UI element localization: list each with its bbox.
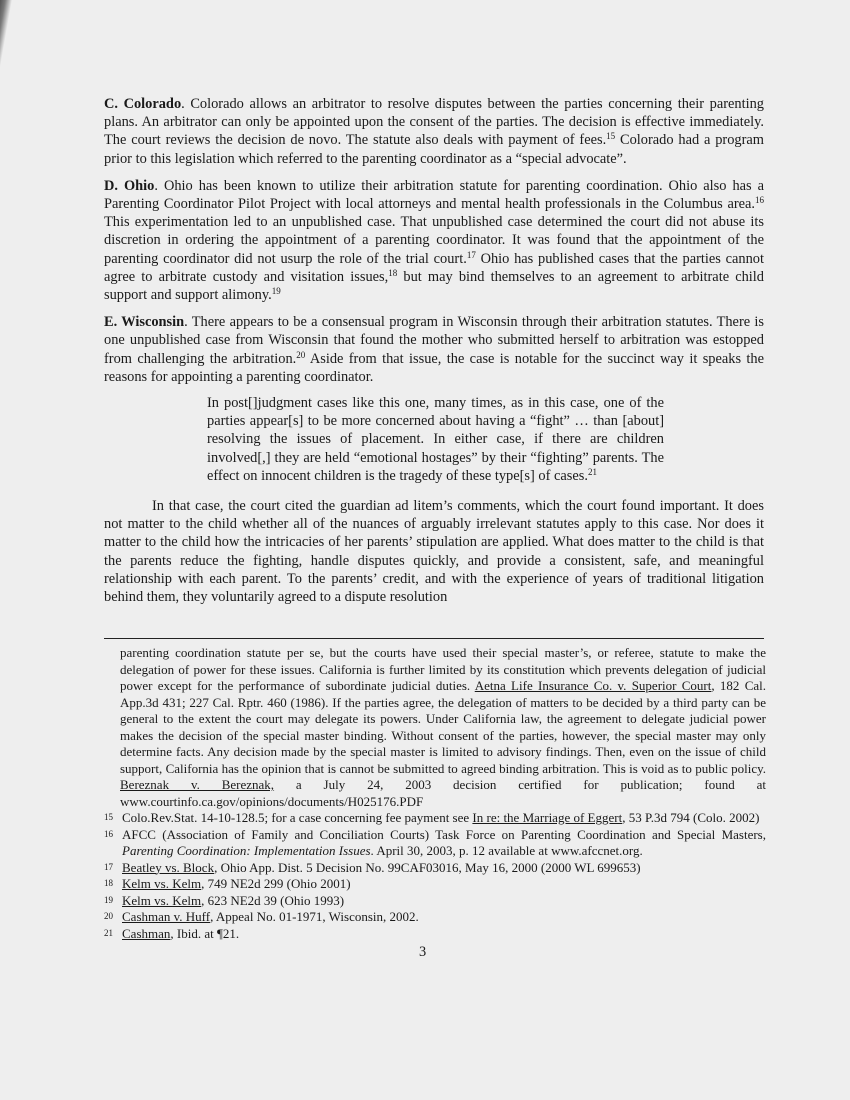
footnote-ref: 19 <box>271 286 281 297</box>
footnote-21: 21 Cashman, Ibid. at ¶21. <box>104 925 240 941</box>
footnotes <box>104 645 766 942</box>
footnote-18: 18 Kelm vs. Kelm, 749 NE2d 299 (Ohio 2001) <box>104 876 351 891</box>
page-edge-shadow <box>0 0 60 150</box>
footnote-ref: 21 <box>587 466 597 477</box>
footnote-ref: 15 <box>606 131 616 142</box>
page-number: 3 <box>419 944 427 960</box>
closing-paragraph: In that case, the court cited the guardian ad litem’s comments, which the court found important. It does not matter to the child whether all of the nuances of arguably irrelevant statutes apply to this case. Nor does it matter to the child how the intricacies of her parents’ stipulation are applied. What does matter to the child is that the parents reduce the fighting, handle disputes quickly, and provide a consistent, safe, and meaningful relationship with each parent. To the parents’ credit, and with the experience of years of traditional litigation behind them, they voluntarily agreed to a dispute resolution <box>104 498 764 606</box>
body-text <box>104 95 764 615</box>
publication-title: Parenting Coordination: Implementation Issues <box>122 843 371 858</box>
footnote-19: 19 Kelm vs. Kelm, 623 NE2d 39 (Ohio 1993) <box>104 892 345 908</box>
heading-ohio: D. Ohio <box>104 177 155 194</box>
case-citation: Kelm vs. Kelm <box>122 892 202 908</box>
footnote-ref: 20 <box>296 349 306 360</box>
case-citation: Cashman v. Huff <box>122 909 211 924</box>
footnote-15: 15 Colo.Rev.Stat. 14-10-128.5; for a case concerning fee payment see In re: the Marriage of Eggert, 53 P.3d 794 (Colo. 2002) <box>104 810 760 825</box>
case-citation: Aetna Life Insurance Co. v. Superior Court <box>474 678 712 693</box>
case-citation: Bereznak v. Bereznak, <box>120 777 275 792</box>
heading-colorado: C. Colorado <box>104 96 182 112</box>
footnote-divider <box>104 638 764 639</box>
section-wisconsin: E. Wisconsin. There appears to be a consensual program in Wisconsin through their arbitration statutes. There is one unpublished case from Wisconsin that found the mother who submitted herself to arbitration was estopped from challenging the arbitration.$^{20}$ Aside from that issue, the case is notable for the succinct way it speaks the reasons for appointing a parenting coordinator. <box>104 314 765 385</box>
section-colorado: C. Colorado. Colorado allows an arbitrator to resolve disputes between the parties concerning their parenting plans. An arbitrator can only be appointed upon the consent of the parties. The decision is effective immediately. The court reviews the decision de novo. The statute also deals with payment of fees.$^{15}$ Colorado had a program prior to this legislation which referred to the parenting coordinator as a “special advocate”. <box>104 96 764 167</box>
footnote-continuation: parenting coordination statute per se, but the courts have used their special master’s, or referee, statute to make the delegation of power for these issues. California is further limited by its constitution which prevents delegation of judicial power except for the performance of subordinate judicial duties. Aetna Life Insurance Co. v. Superior Court, 182 Cal. App.3d 431; 227 Cal. Rptr. 460 (1986). If the parties agree, the delegation of matters to be decided by a third party can be general to the extent the court may delegate its powers. Under California law, the agreement to delegate judicial power makes the decision of the special master binding. Without consent of the parties, however, the special master may only determine facts. Any decision made by the special master is limited to advisory findings. Then, even on the issue of child support, California has the opinion that is cannot be submitted to agreed binding arbitration. This is void as to public policy. Bereznak v. Bereznak, a July 24, 2003 decision certified for publication; found at www.courtinfo.ca.gov/opinions/documents/H025176.PDF <box>120 645 766 809</box>
footnote-ref: 18 <box>388 267 398 278</box>
case-citation: Beatley vs. Block <box>122 859 215 875</box>
case-citation: Kelm vs. Kelm <box>122 876 202 891</box>
footnote-16: 16 AFCC (Association of Family and Conciliation Courts) Task Force on Parenting Coordination and Special Masters, Parenting Coordination: Implementation Issues. April 30, 2003, p. 12 available at www.afccnet.org. <box>104 826 766 858</box>
section-ohio: D. Ohio. Ohio has been known to utilize their arbitration statute for parenting coordination. Ohio also has a Parenting Coordinator Pilot Project with local attorneys and mental health professionals in the Columbus area.$^{16}$ This experimentation led to an unpublished case. That unpublished case determined the court did not abuse its discretion in ordering the appointment of a parenting coordinator. It was found that the appointment of the parenting coordinator did not usurp the role of the trial court.$^{17}$ Ohio has published cases that the parties cannot agree to arbitrate custody and visitation issues,$^{18}$ but may bind themselves to an agreement to arbitrate child support and support alimony.$^{19}$ <box>104 177 765 304</box>
heading-wisconsin: E. Wisconsin <box>104 314 185 331</box>
case-citation: Cashman <box>122 925 171 941</box>
footnote-17: 17 Beatley vs. Block, Ohio App. Dist. 5 Decision No. 99CAF03016, May 16, 2000 (2000 WL 699653) <box>104 859 641 875</box>
case-citation: In re: the Marriage of Eggert <box>472 810 623 825</box>
footnote-20: 20 Cashman v. Huff, Appeal No. 01-1971, Wisconsin, 2002. <box>104 909 419 924</box>
footnote-ref: 16 <box>755 195 764 206</box>
block-quote: In post[]judgment cases like this one, many times, as in this case, one of the parties appear[s] to be more concerned about having a “fight” … than [about] resolving the issues of placement. In either case, if there are children involved[,] they are held “emotional hostages” by their “fighting” parents. The effect on innocent children is the tragedy of these type[s] of cases.$^{21}$ <box>207 395 664 484</box>
footnote-ref: 17 <box>466 249 476 260</box>
